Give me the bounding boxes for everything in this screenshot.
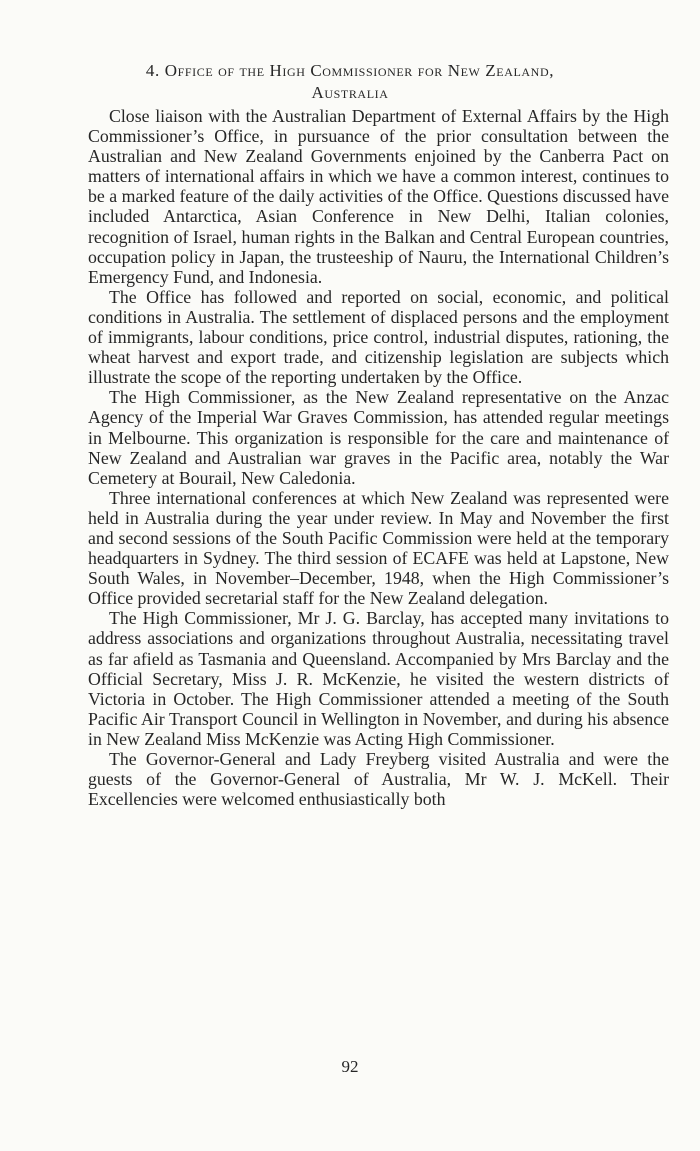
paragraph-war-graves: The High Commissioner, as the New Zealand representative on the Anzac Agency of the Imperial War Graves Commission, has attended regular meetings in Melbourne. This organization is responsible for the care and maintenance of New Zealand and Australian war graves in the Pacific area, notably the War Cemetery at Bourail, New Caledonia. [88,387,669,488]
section-heading [40,60,660,104]
section-heading-line-2: Australia [311,83,389,102]
body-text [88,106,669,809]
page-number: 92 [341,1057,359,1076]
paragraph-governor-general: The Governor-General and Lady Freyberg visited Australia and were the guests of the Governor-General of Australia, Mr W. J. McKell. Their Excellencies were welcomed enthusiastically both [88,749,669,810]
section-heading-line-1: 4. Office of the High Commissioner for New Zealand, [145,61,555,80]
paragraph-conferences: Three international conferences at which New Zealand was represented were held in Australia during the year under review. In May and November the first and second sessions of the South Pacific Commission were held at the temporary headquarters in Sydney. The third session of ECAFE was held at Lapstone, New South Wales, in November–December, 1948, when the High Commissioner’s Office provided secretarial staff for the New Zealand delegation. [88,487,669,609]
paragraph-travel: The High Commissioner, Mr J. G. Barclay, has accepted many invitations to address associations and organizations throughout Australia, necessitating travel as far afield as Tasmania and Queensland. Accompanied by Mrs Barclay and the Official Secretary, Miss J. R. McKenzie, he visited the western districts of Victoria in October. The High Commissioner attended a meeting of the South Pacific Air Transport Council in Wellington in November, and during his absence in New Zealand Miss McKenzie was Acting High Commissioner. [88,608,669,749]
paragraph-liaison: Close liaison with the Australian Department of External Affairs by the High Commissioner’s Office, in pursuance of the prior consultation between the Australian and New Zealand Governments enjoined by the Canberra Pact on matters of international affairs in which we have a common interest, continues to be a marked feature of the daily activities of the Office. Questions discussed have included Antarctica, Asian Conference in New Delhi, Italian colonies, recognition of Israel, human rights in the Balkan and Central European countries, occupation policy in Japan, the trusteeship of Nauru, the International Children’s Emergency Fund, and Indonesia. [88,106,669,287]
paragraph-reporting: The Office has followed and reported on social, economic, and political conditions in Australia. The settlement of displaced persons and the employment of immigrants, labour conditions, price control, industrial disputes, rationing, the wheat harvest and export trade, and citizenship legislation are subjects which illustrate the scope of the reporting undertaken by the Office. [88,286,669,388]
